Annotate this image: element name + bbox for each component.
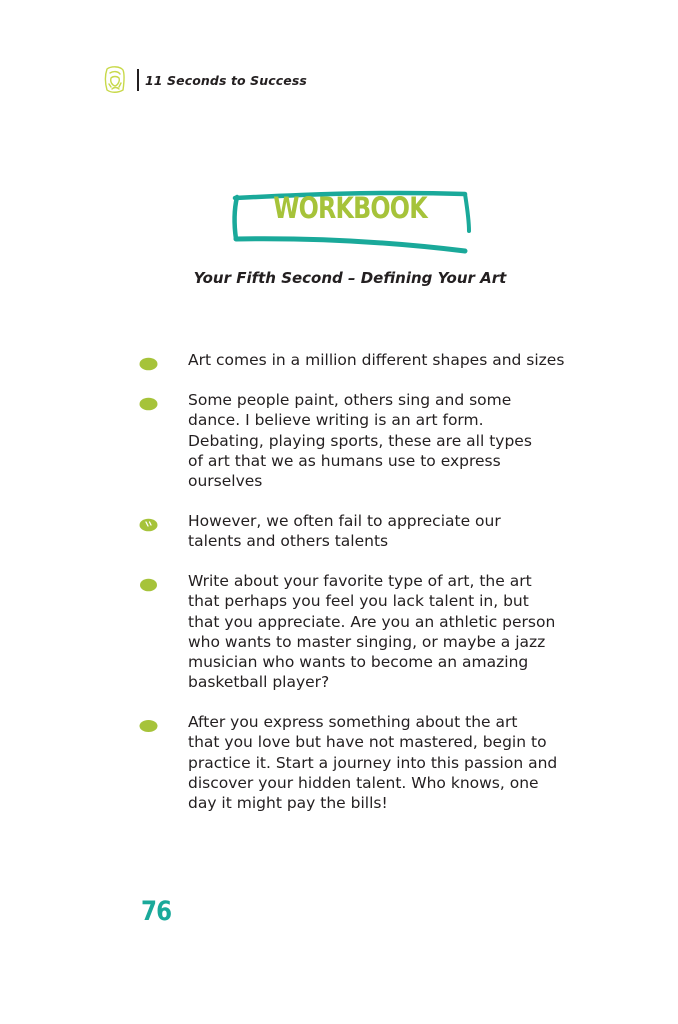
green-leaf-bullet-icon bbox=[139, 357, 158, 371]
bullet-text: After you express something about the art that you love but have not mastered, begin to practice it. Start a journey into this passion and discover your hidden talent. Who knows, one day it might pay the bills! bbox=[188, 713, 558, 813]
running-header-title: 11 Seconds to Success bbox=[145, 72, 307, 88]
green-leaf-bullet-icon bbox=[139, 719, 158, 733]
page-number: 76 bbox=[141, 896, 172, 927]
green-leaf-bullet-icon bbox=[139, 397, 158, 411]
bullet-text: Art comes in a million different shapes and sizes bbox=[188, 351, 565, 369]
workbook-heading: WORKBOOK bbox=[273, 191, 427, 225]
green-leaf-bullet-icon bbox=[139, 578, 158, 592]
section-subtitle: Your Fifth Second – Defining Your Art bbox=[193, 269, 507, 287]
bullet-text: Write about your favorite type of art, the art that perhaps you feel you lack talent in, but that you appreciate. Are you an athletic person who wants to master singing, or maybe a jazz musician who wants to become an amazing basketball player? bbox=[188, 572, 556, 692]
green-leaf-bullet-icon bbox=[139, 518, 158, 532]
bullet-text: However, we often fail to appreciate our talents and others talents bbox=[188, 512, 501, 551]
bullet-text: Some people paint, others sing and some dance. I believe writing is an art form. Debating, playing sports, these are all types of art that we as humans use to express ourselves bbox=[188, 391, 532, 491]
